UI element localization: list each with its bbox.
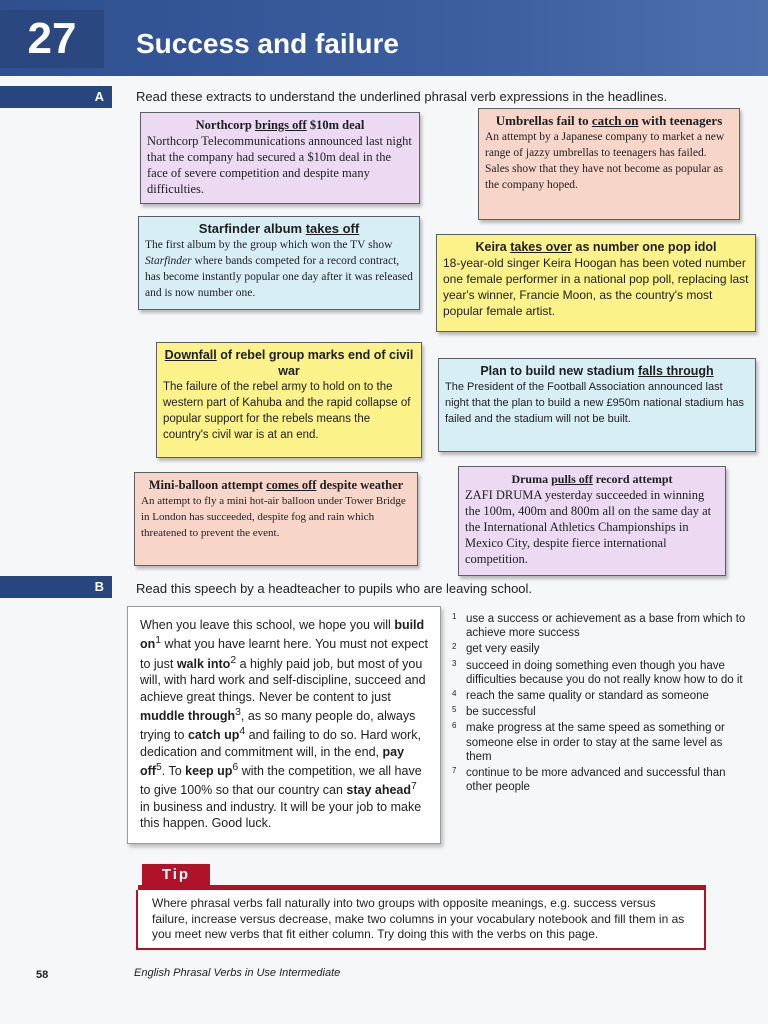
phrasal-verb: Downfall [164, 348, 217, 362]
book-title: English Phrasal Verbs in Use Intermediate [134, 967, 341, 979]
definition-item: 4 reach the same quality or standard as someone [452, 689, 709, 703]
extract-body: The failure of the rebel army to hold on to the western part of Kahuba and the rapid collapse of popular support for the rebels means the country's civil war is at an end. [163, 381, 411, 441]
phrasal-verb: takes off [305, 221, 360, 236]
section-a-tag: A [0, 86, 112, 108]
phrasal-verb: falls through [637, 364, 714, 378]
extract-northcorp [140, 112, 420, 204]
headline: Starfinder album takes off [198, 221, 360, 236]
extract-body: The President of the Football Association announced last night that the plan to build a new £950m national stadium has failed and the stadium will not be built. [445, 381, 745, 425]
phrasal-verb: brings off [254, 118, 307, 132]
extract-starfinder [138, 216, 420, 310]
headline: Plan to build new stadium falls through [480, 364, 714, 378]
extract-keira [436, 234, 756, 332]
headline: Mini-balloon attempt comes off despite weather [148, 478, 404, 492]
extract-body: 18-year-old singer Keira Hoogan has been voted number one female performer in a national pop poll, replacing last year's winner, Francie Moon, as the country's most popular female artist. [443, 256, 749, 318]
headline: Downfall of rebel group marks end of civil war [164, 348, 414, 378]
headline: Umbrellas fail to catch on with teenagers [495, 113, 723, 128]
headteacher-speech: When you leave this school, we hope you will build $on^1$ what you have learnt here. You must not expect to just walk into$^2$ a highly paid job, but most of you will, with hard work and self-discipline, succeed and achieve great things. Never be content to just muddle through$^3$, as so many people do, always trying to catch $up^4$ and failing to do so. Hard work, dedication and commitment will, in the end, pay off$^5$. To keep $up^6$ with the competition, we all have to give 100% so that our country can stay ahead$^7$ in business and industry. It will be your job to make this happen. Good luck. [127, 606, 441, 844]
definitions-list [452, 612, 748, 796]
unit-number: 27 [0, 10, 104, 68]
phrasal-verb: muddle through [140, 708, 236, 723]
section-b-intro: Read this speech by a headteacher to pupils who are leaving school. [136, 581, 533, 596]
definition-item: 5 be successful [452, 705, 536, 719]
phrasal-verb: stay ahead [346, 783, 411, 798]
phrasal-verb: catch up [187, 728, 240, 743]
phrasal-verb: pulls off [551, 472, 593, 486]
phrasal-verb: pay off [140, 744, 405, 779]
headline: Northcorp brings off $10m deal [195, 118, 365, 132]
definition-item: 3 succeed in doing something even though you have difficulties because you do not really know how to do it [452, 658, 743, 686]
extract-druma [458, 466, 726, 576]
tip-box: Where phrasal verbs fall naturally into two groups with opposite meanings, e.g. success versus failure, increase versus decrease, make two columns in your vocabulary notebook and fill them in as you meet new verbs that fit either column. Try doing this with the verbs on this page. [136, 890, 706, 950]
definition-item: 1 use a success or achievement as a base from which to achieve more success [452, 612, 746, 640]
section-a-intro: Read these extracts to understand the underlined phrasal verb expressions in the headlines. [136, 89, 668, 104]
phrasal-verb: build on [140, 618, 425, 652]
extract-body: Northcorp Telecommunications announced last night that the company had secured a $10m deal in the face of severe competition and despite many difficulties. [147, 134, 412, 196]
unit-title: Success and failure [136, 28, 400, 59]
phrasal-verb: walk into [176, 656, 231, 671]
extract-downfall [156, 342, 422, 458]
extract-stadium [438, 358, 756, 452]
unit-header [0, 0, 768, 76]
section-b-tag: B [0, 576, 112, 598]
headline: Keira takes over as number one pop idol [475, 240, 717, 254]
phrasal-verb: takes over [510, 240, 573, 254]
page-number: 58 [36, 969, 49, 981]
tip-label: Tip [142, 864, 210, 886]
phrasal-verb: keep up [185, 764, 233, 779]
phrasal-verb: comes off [266, 478, 317, 492]
headline: Druma pulls off record attempt [511, 472, 673, 486]
extract-body: An attempt by a Japanese company to market a new range of jazzy umbrellas to teenagers has failed. Sales show that they have not become as popular as the company hoped. [485, 131, 725, 191]
definition-item: 6 make progress at the same speed as something or someone else in order to stay at the same level as them [452, 721, 725, 763]
definition-item: 7 continue to be more advanced and successful than other people [452, 766, 726, 794]
extract-umbrellas [478, 108, 740, 220]
extract-body: The first album by the group which won the TV show Starfinder where bands competed for a record contract, has become instantly popular one day after it was released and is now number one. [145, 239, 413, 299]
extract-body: An attempt to fly a mini hot-air balloon under Tower Bridge in London has succeeded, despite fog and rain which threatened to prevent the event. [141, 495, 406, 539]
extract-body: ZAFI DRUMA yesterday succeeded in winning the 100m, 400m and 800m all on the same day at the International Athletics Championships in Mexico City, despite fierce international competition. [465, 488, 712, 566]
extract-mini-balloon [134, 472, 418, 566]
phrasal-verb: catch on [591, 113, 639, 128]
definition-item: 2 get very easily [452, 642, 540, 656]
